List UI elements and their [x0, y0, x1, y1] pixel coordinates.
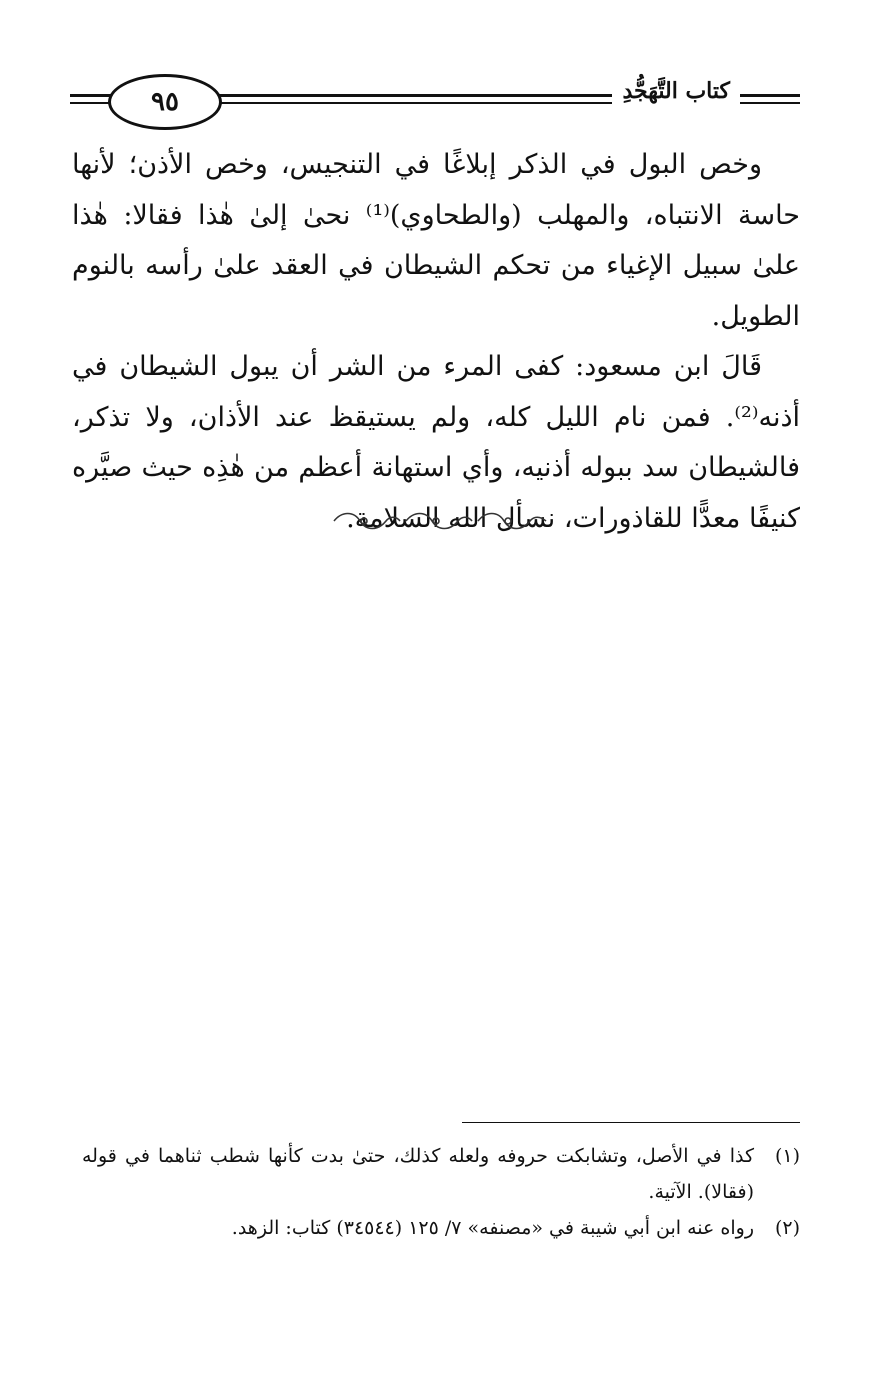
main-text	[72, 140, 800, 544]
footnote-number: (٢)	[774, 1217, 800, 1239]
page-number: ٩٥	[108, 74, 222, 130]
ornament-svg	[328, 509, 552, 533]
footnote-number: (١)	[774, 1145, 800, 1167]
footnote-separator	[462, 1122, 800, 1123]
footnotes	[82, 1138, 800, 1246]
footnote-text: رواه عنه ابن أبي شيبة في «مصنفه» ٧/ ١٢٥ (٣٤٥٤٤) كتاب: الزهد.	[231, 1217, 754, 1239]
running-title: كتاب التَّهَجُّدِ	[612, 78, 740, 104]
footnote-2	[82, 1210, 800, 1246]
header-rule-right	[748, 94, 800, 104]
page-header	[70, 72, 800, 132]
paragraph-1: وخص البول في الذكر إبلاغًا في التنجيس، وخص الأذن؛ لأنها حاسة الانتباه، والمهلب (والطحاوي)⁽¹⁾ نحىٰ إلىٰ هٰذا فقالا: هٰذا علىٰ سبيل الإغياء من تحكم الشيطان في العقد علىٰ رأسه بالنوم الطويل.	[72, 149, 800, 332]
footnote-1	[82, 1138, 800, 1210]
footnote-text: كذا في الأصل، وتشابكت حروفه ولعله كذلك، حتىٰ بدت كأنها شطب ثناهما في قوله (فقالا). الآتية.	[82, 1145, 754, 1203]
ornament-divider-icon	[328, 508, 552, 534]
paragraph-2: قَالَ ابن مسعود: كفى المرء من الشر أن يبول الشيطان في أذنه⁽²⁾. فمن نام الليل كله، ولم يستيقظ عند الأذان، ولا تذكر، فالشيطان سد ببوله أذنيه، وأي استهانة أعظم من هٰذِه حيث صيَّره كنيفًا معدًّا للقاذورات، نسأل الله السلامة.	[72, 351, 800, 534]
